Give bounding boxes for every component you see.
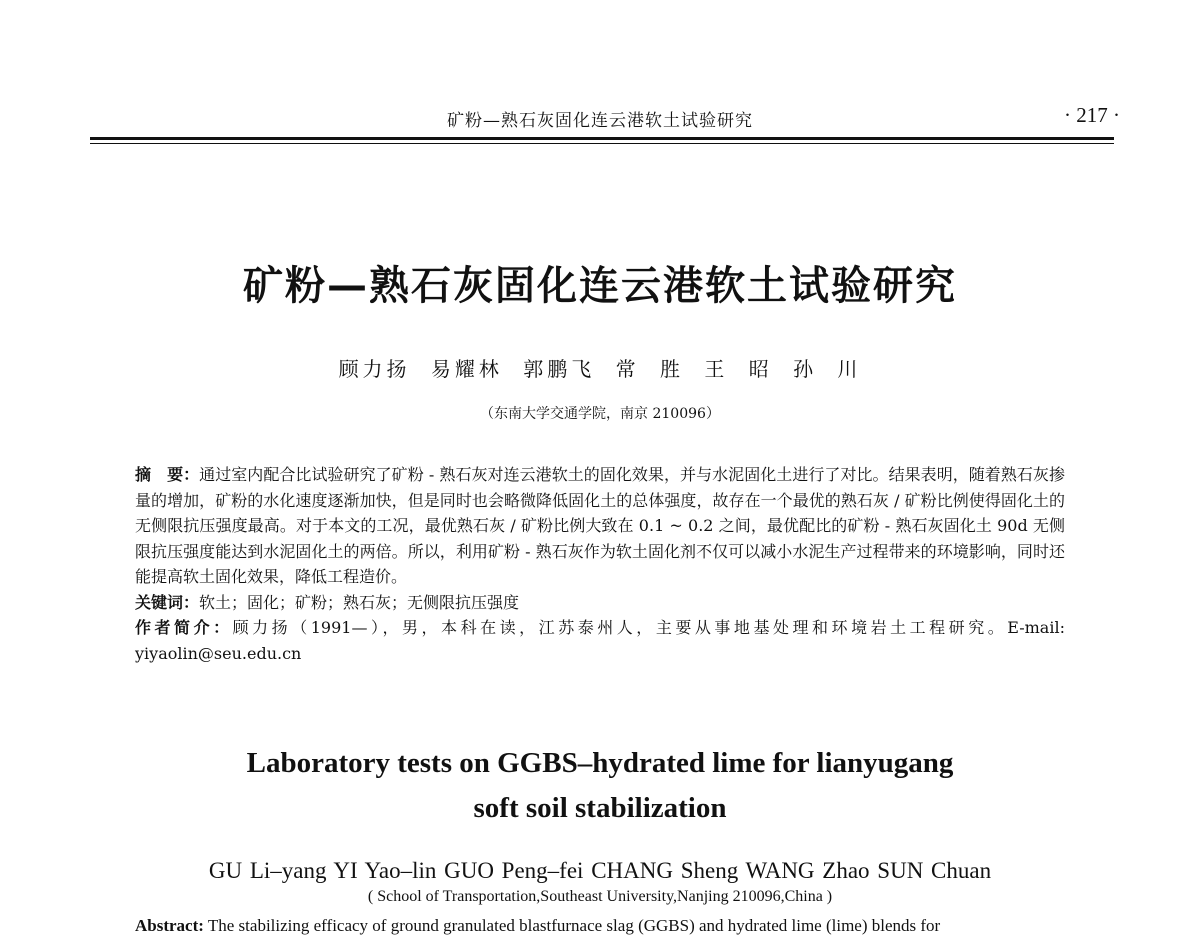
chinese-authors: 顾力扬 易耀林 郭鹏飞 常 胜 王 昭 孙 川 bbox=[338, 357, 862, 381]
chinese-bio-label: 作者简介： bbox=[135, 618, 233, 637]
page-number: · 217 · bbox=[1064, 103, 1120, 127]
running-header-title: 矿粉—熟石灰固化连云港软土试验研究 bbox=[447, 111, 753, 131]
english-title-line-1: Laboratory tests on GGBS–hydrated lime for lianyugang bbox=[246, 747, 954, 779]
chinese-abstract bbox=[135, 462, 1065, 590]
chinese-keywords bbox=[135, 590, 1065, 616]
chinese-bio-text: 顾力扬（1991—），男，本科在读，江苏泰州人，主要从事地基处理和环境岩土工程研究。E-mail: yiyaolin@seu.edu.cn bbox=[135, 618, 1065, 663]
chinese-keywords-text: 软土；固化；矿粉；熟石灰；无侧限抗压强度 bbox=[199, 592, 520, 612]
chinese-author-bio bbox=[135, 615, 1065, 666]
chinese-title: 矿粉—熟石灰固化连云港软土试验研究 bbox=[243, 263, 957, 309]
chinese-abstract-text: 通过室内配合比试验研究了矿粉 - 熟石灰对连云港软土的固化效果，并与水泥固化土进行了对比。结果表明，随着熟石灰掺量的增加，矿粉的水化速度逐渐加快，但是同时也会略微降低固化土的总体强度，故存在一个最优的熟石灰 / 矿粉比例使得固化土的无侧限抗压强度最高。对于本文的工况，最优熟石灰 / 矿粉比例大致在 0.1 ~ 0.2 之间，最优配比的矿粉 - 熟石灰固化土 90d 无侧限抗压强度能达到水泥固化土的两倍。所以，利用矿粉 - 熟石灰作为软土固化剂不仅可以减小水泥生产过程带来的环境影响，同时还能提高软土固化效果，降低工程造价。 bbox=[135, 465, 1065, 586]
english-abstract-label: Abstract: bbox=[135, 916, 204, 935]
header-rule-thick bbox=[90, 137, 1114, 140]
english-title bbox=[100, 741, 1100, 831]
english-title-line-2: soft soil stabilization bbox=[473, 792, 727, 824]
chinese-front-matter bbox=[135, 462, 1065, 666]
english-authors: GU Li–yang YI Yao–lin GUO Peng–fei CHANG Sheng WANG Zhao SUN Chuan bbox=[208, 858, 992, 883]
header-rule-thin bbox=[90, 143, 1114, 144]
chinese-keywords-label: 关键词： bbox=[135, 592, 200, 612]
english-abstract bbox=[135, 916, 1075, 936]
chinese-affiliation: （东南大学交通学院，南京 210096） bbox=[480, 406, 720, 422]
chinese-abstract-label: 摘 要： bbox=[135, 465, 200, 484]
english-abstract-text: The stabilizing efficacy of ground granulated blastfurnace slag (GGBS) and hydrated lime (lime) blends for bbox=[207, 916, 941, 935]
english-affiliation: ( School of Transportation,Southeast University,Nanjing 210096,China ) bbox=[367, 888, 833, 905]
